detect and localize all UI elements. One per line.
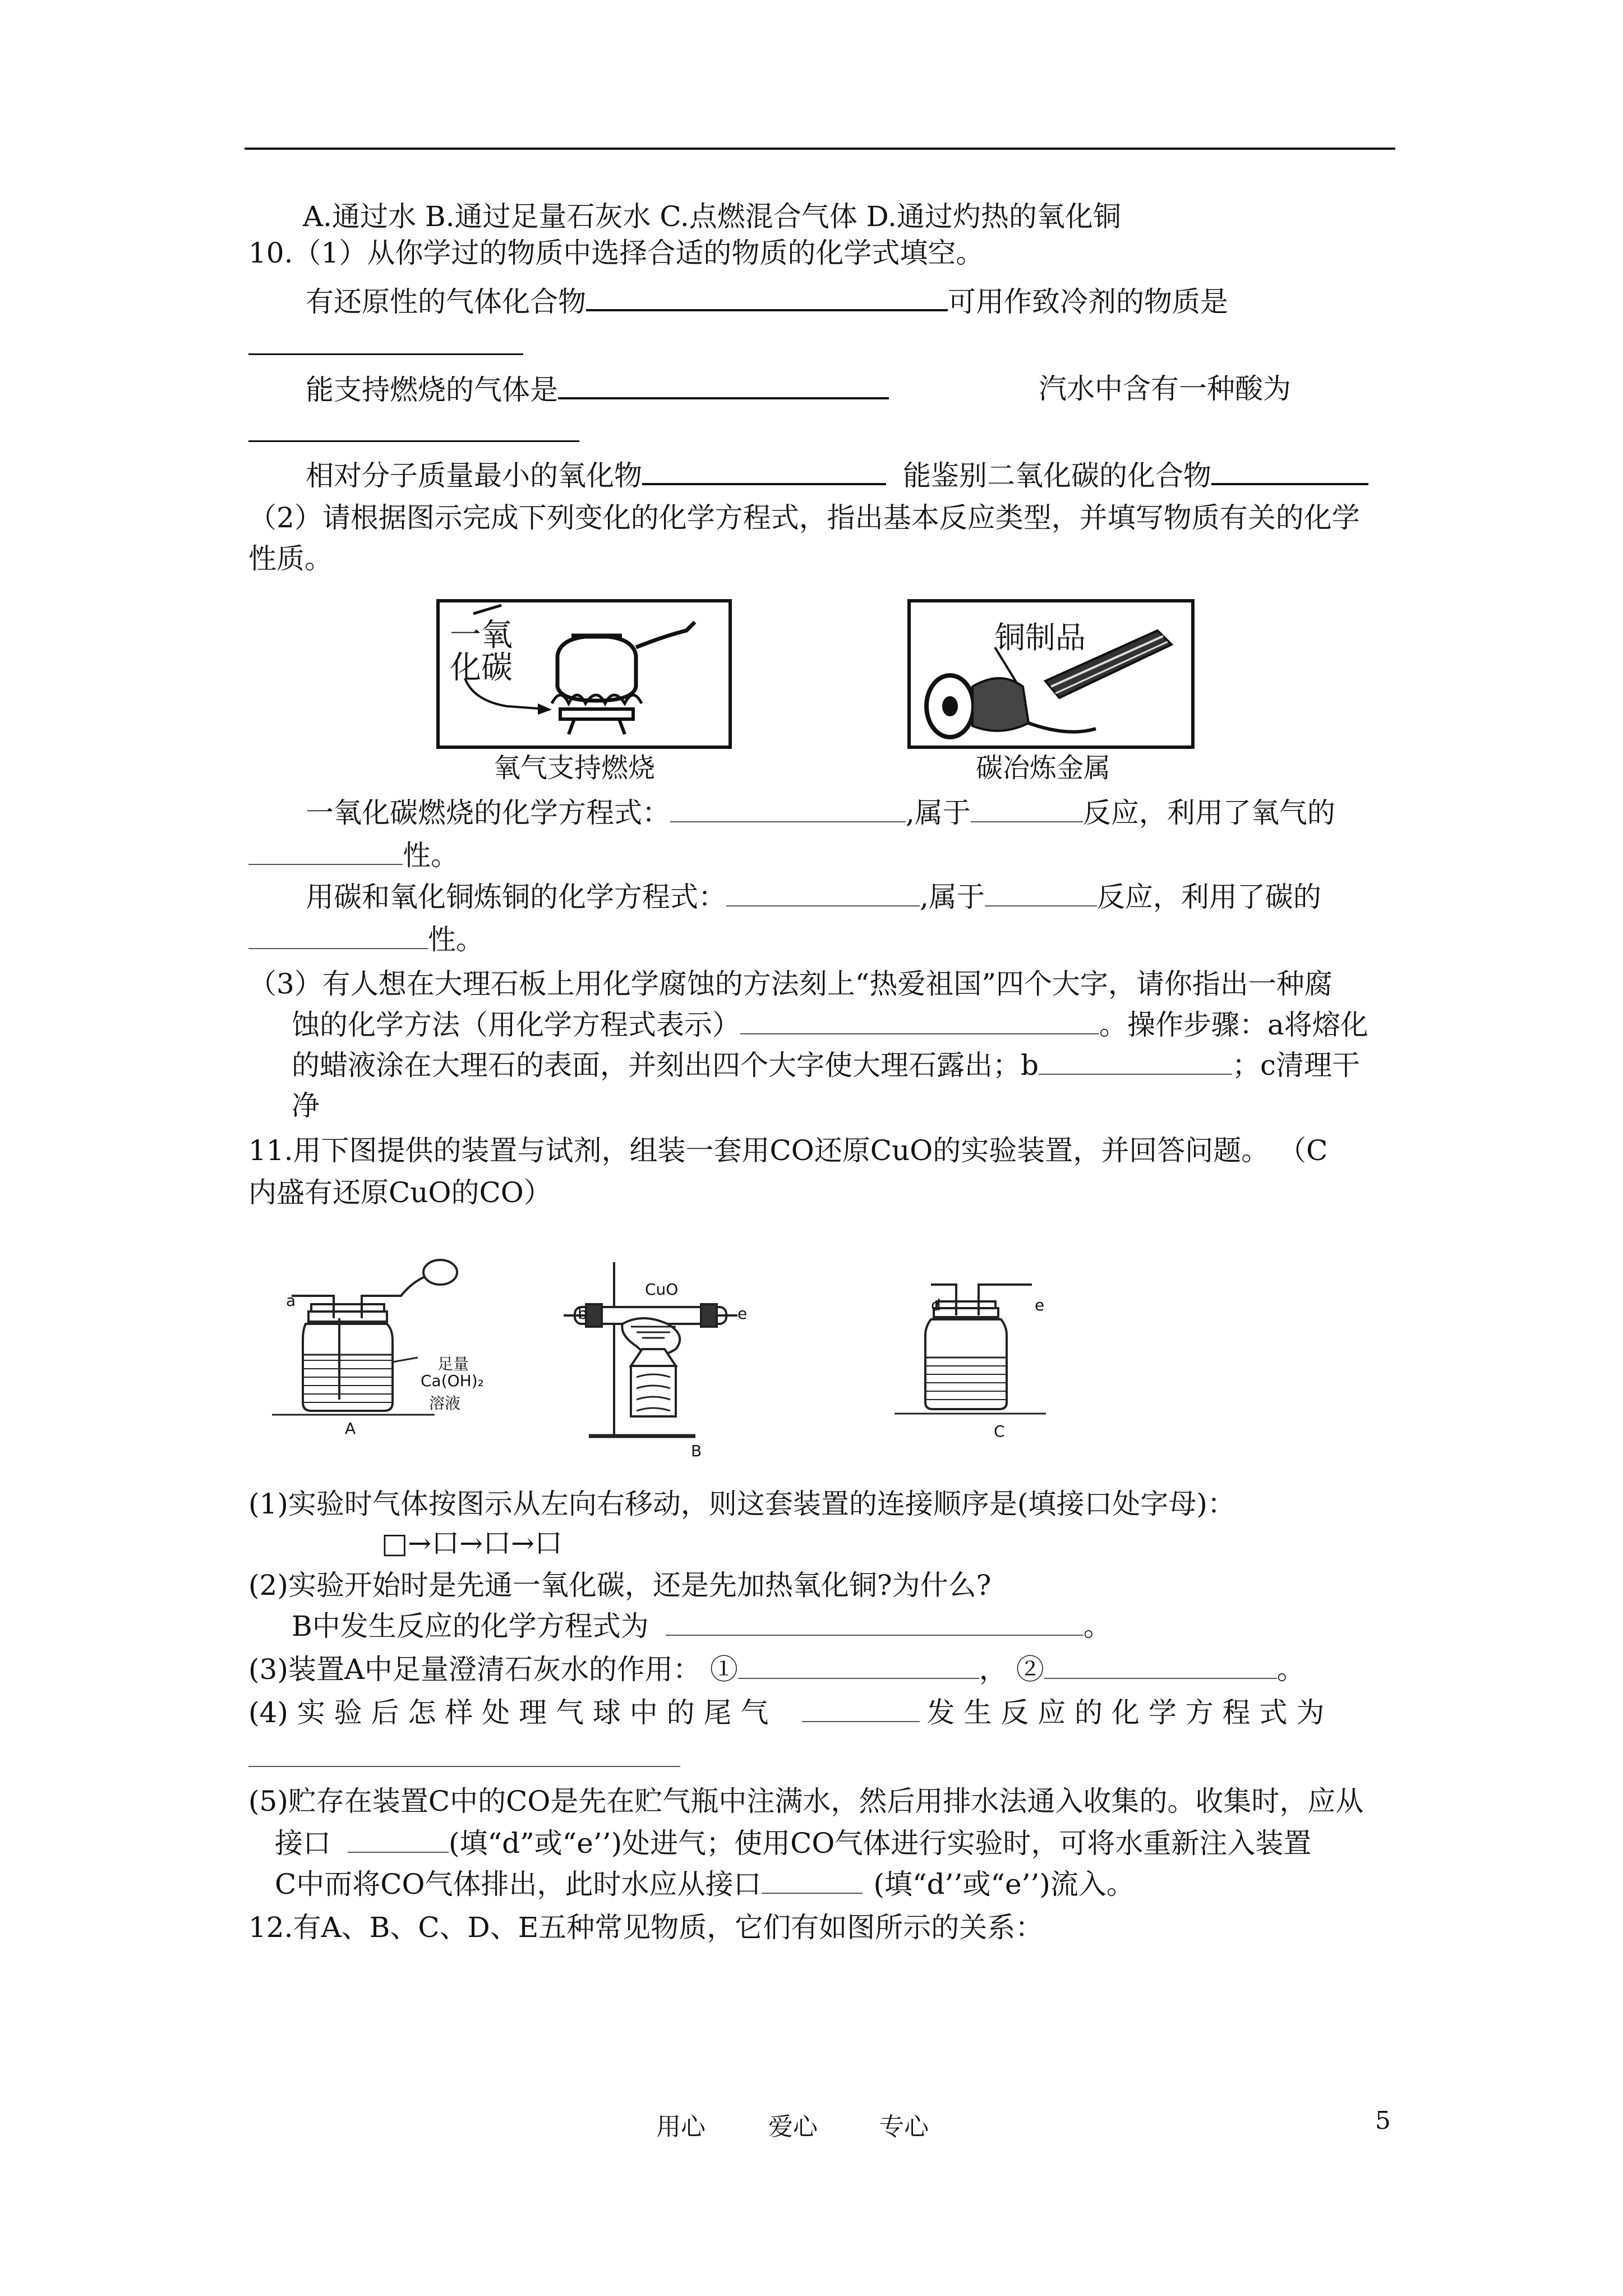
q11-sub3-label-1: (3)装置A中足量澄清石灰水的作用： ①: [248, 1653, 738, 1686]
answer-blank[interactable]: [666, 1609, 1083, 1636]
footer-motto-1: 用心: [656, 2113, 706, 2141]
reagent-a-line3: 溶液: [429, 1394, 461, 1412]
q12-intro: 12.有A、B、C、D、E五种常见物质，它们有如图所示的关系：: [248, 1911, 1044, 1944]
footer-motto-3: 专心: [879, 2113, 929, 2141]
c-equation-line: [306, 880, 1321, 914]
reagent-a-line2: Ca(OH)₂: [421, 1372, 484, 1390]
q11-sub2-line2: [292, 1609, 1112, 1644]
q11-sub2-period: 。: [1083, 1610, 1112, 1642]
co-equation-label: 一氧化碳燃烧的化学方程式：: [306, 797, 670, 829]
cuo-label: CuO: [645, 1280, 679, 1299]
answer-blank[interactable]: [740, 1007, 1099, 1034]
c-equation-label: 用碳和氧化铜炼铜的化学方程式：: [306, 881, 726, 913]
reagent-a-line1: 足量: [437, 1355, 469, 1373]
answer-blank[interactable]: [726, 880, 920, 907]
co-burning-figure: [436, 599, 732, 749]
q10-combustion-gas-line: [306, 371, 889, 407]
port-b: b: [578, 1304, 588, 1323]
q11-sub1-line1: (1)实验时气体按图示从左向右移动，则这套装置的连接顺序是(填接口处字母)：: [248, 1488, 1235, 1520]
q10-part3-method-label: 蚀的化学方法（用化学方程式表示）: [292, 1009, 740, 1041]
q10-part2-line2: 性质。: [248, 542, 333, 575]
q10-part2-line1: （2）请根据图示完成下列变化的化学方程式，指出基本反应类型，并填写物质有关的化学: [248, 501, 1360, 534]
port-e: e: [1035, 1296, 1045, 1314]
q11-sub2-equation-label: B中发生反应的化学方程式为: [292, 1610, 649, 1642]
answer-blank[interactable]: [670, 795, 906, 822]
answer-blank[interactable]: [802, 1695, 920, 1722]
co-property-line: [248, 838, 459, 873]
q11-sub3-label-2: ， ②: [979, 1653, 1044, 1686]
copper-product-label: 铜制品: [995, 620, 1086, 655]
answer-blank[interactable]: [586, 283, 948, 311]
q11-sub4-line: [248, 1695, 1324, 1730]
q10-reducing-gas-line: [306, 283, 1228, 319]
q11-sub5-line3: [275, 1867, 1135, 1902]
carbon-smelting-caption: 碳冶炼金属: [976, 752, 1111, 784]
q11-sub3-line: [248, 1652, 1305, 1687]
q10-part3-step-a: 。操作步骤：a将熔化: [1099, 1009, 1368, 1041]
q11-sub5-fill-in: (填“d”或“e’’)处进气；使用CO气体进行实验时，可将水重新注入装置: [449, 1827, 1312, 1860]
co-property-suffix: 性。: [403, 839, 459, 872]
q10-smallest-oxide-label: 相对分子质量最小的氧化物: [306, 459, 642, 492]
q10-combustion-gas-label: 能支持燃烧的气体是: [306, 374, 558, 406]
q11-intro-line2: 内盛有还原CuO的CO）: [248, 1176, 552, 1209]
page-number: 5: [1375, 2106, 1391, 2135]
device-a-label: A: [345, 1419, 356, 1438]
q11-sub5-port-label: 接口: [275, 1827, 331, 1860]
answer-blank[interactable]: [348, 1826, 449, 1853]
answer-blank[interactable]: [1044, 1652, 1277, 1679]
port-d: d: [931, 1296, 941, 1314]
answer-blank[interactable]: [248, 353, 523, 355]
co-equation-line: [306, 795, 1335, 830]
answer-blank[interactable]: [762, 1867, 863, 1894]
q11-intro-line1: 11.用下图提供的装置与试剂，组装一套用CO还原CuO的实验装置，并回答问题。 （C: [248, 1134, 1328, 1167]
co-reaction-type-label: ,属于: [906, 797, 971, 829]
answer-blank[interactable]: [248, 838, 403, 865]
header-rule: [245, 148, 1395, 150]
q10-intro: 10.（1）从你学过的物质中选择合适的物质的化学式填空。: [248, 237, 984, 269]
q11-sub1-sequence: □→口→口→口: [381, 1527, 562, 1559]
q10-reducing-gas-label: 有还原性的气体化合物: [306, 286, 586, 318]
c-carbon-property-label: 反应，利用了碳的: [1096, 881, 1321, 913]
co-oxygen-property-label: 反应，利用了氧气的: [1082, 797, 1335, 829]
q10-part3-step-c: ；c清理干: [1232, 1049, 1361, 1082]
footer-motto-2: 爱心: [768, 2113, 818, 2141]
answer-blank[interactable]: [971, 795, 1083, 822]
answer-blank[interactable]: [1039, 1048, 1232, 1075]
answer-blank[interactable]: [642, 457, 886, 485]
answer-blank[interactable]: [248, 440, 579, 442]
c-property-line: [248, 922, 484, 957]
co-gas-label: 一氧化碳: [450, 617, 513, 686]
q9-options: A.通过水 B.通过足量石灰水 C.点燃混合气体 D.通过灼热的氧化铜: [303, 200, 1121, 233]
apparatus-figure: [250, 1251, 1203, 1464]
q11-sub5-line1: (5)贮存在装置C中的CO是先在贮气瓶中注满水，然后用排水法通入收集的。收集时，应从: [248, 1785, 1364, 1818]
answer-blank[interactable]: [985, 880, 1097, 907]
q11-sub4-label: (4) 实 验 后 怎 样 处 理 气 球 中 的 尾 气: [248, 1696, 769, 1729]
q11-sub5-fill-in-2: (填“d’’或“e’’)流入。: [873, 1868, 1135, 1901]
answer-blank[interactable]: [1211, 457, 1368, 485]
q10-soda-acid-label: 汽水中含有一种酸为: [1039, 372, 1291, 405]
carbon-smelting-figure: [907, 599, 1195, 749]
q11-sub3-period: 。: [1276, 1653, 1305, 1686]
device-c-label: C: [994, 1422, 1005, 1441]
q11-sub4-equation-label: 发 生 反 应 的 化 学 方 程 式 为: [926, 1696, 1325, 1729]
port-c: e: [737, 1304, 748, 1323]
q11-sub5-water-label: C中而将CO气体排出，此时水应从接口: [275, 1868, 762, 1901]
q10-part3-line3: [292, 1048, 1360, 1083]
answer-blank[interactable]: [738, 1652, 979, 1679]
q10-refrigerant-label: 可用作致冷剂的物质是: [948, 286, 1228, 318]
answer-blank[interactable]: [248, 1766, 680, 1767]
port-a: a: [286, 1291, 296, 1310]
c-reaction-type-label: ,属于: [920, 881, 985, 913]
q11-sub2-line1: (2)实验开始时是先通一氧化碳，还是先加热氧化铜?为什么?: [248, 1569, 992, 1602]
q10-identify-co2-label: 能鉴别二氧化碳的化合物: [903, 459, 1211, 492]
q10-oxide-line: [306, 457, 1368, 493]
q10-part3-line2: [292, 1007, 1368, 1042]
co-burning-caption: 氧气支持燃烧: [494, 752, 656, 784]
q10-part3-line4: 净: [292, 1089, 320, 1122]
answer-blank[interactable]: [248, 922, 428, 949]
answer-blank[interactable]: [558, 371, 889, 399]
c-property-suffix: 性。: [428, 923, 484, 956]
q10-part3-line1: （3）有人想在大理石板上用化学腐蚀的方法刻上“热爱祖国”四个大字，请你指出一种腐: [248, 968, 1332, 1000]
q11-sub5-line2: [275, 1826, 1311, 1861]
device-b-label: B: [691, 1442, 702, 1460]
q10-part3-step-a-cont: 的蜡液涂在大理石的表面，并刻出四个大字使大理石露出；b: [292, 1049, 1039, 1082]
